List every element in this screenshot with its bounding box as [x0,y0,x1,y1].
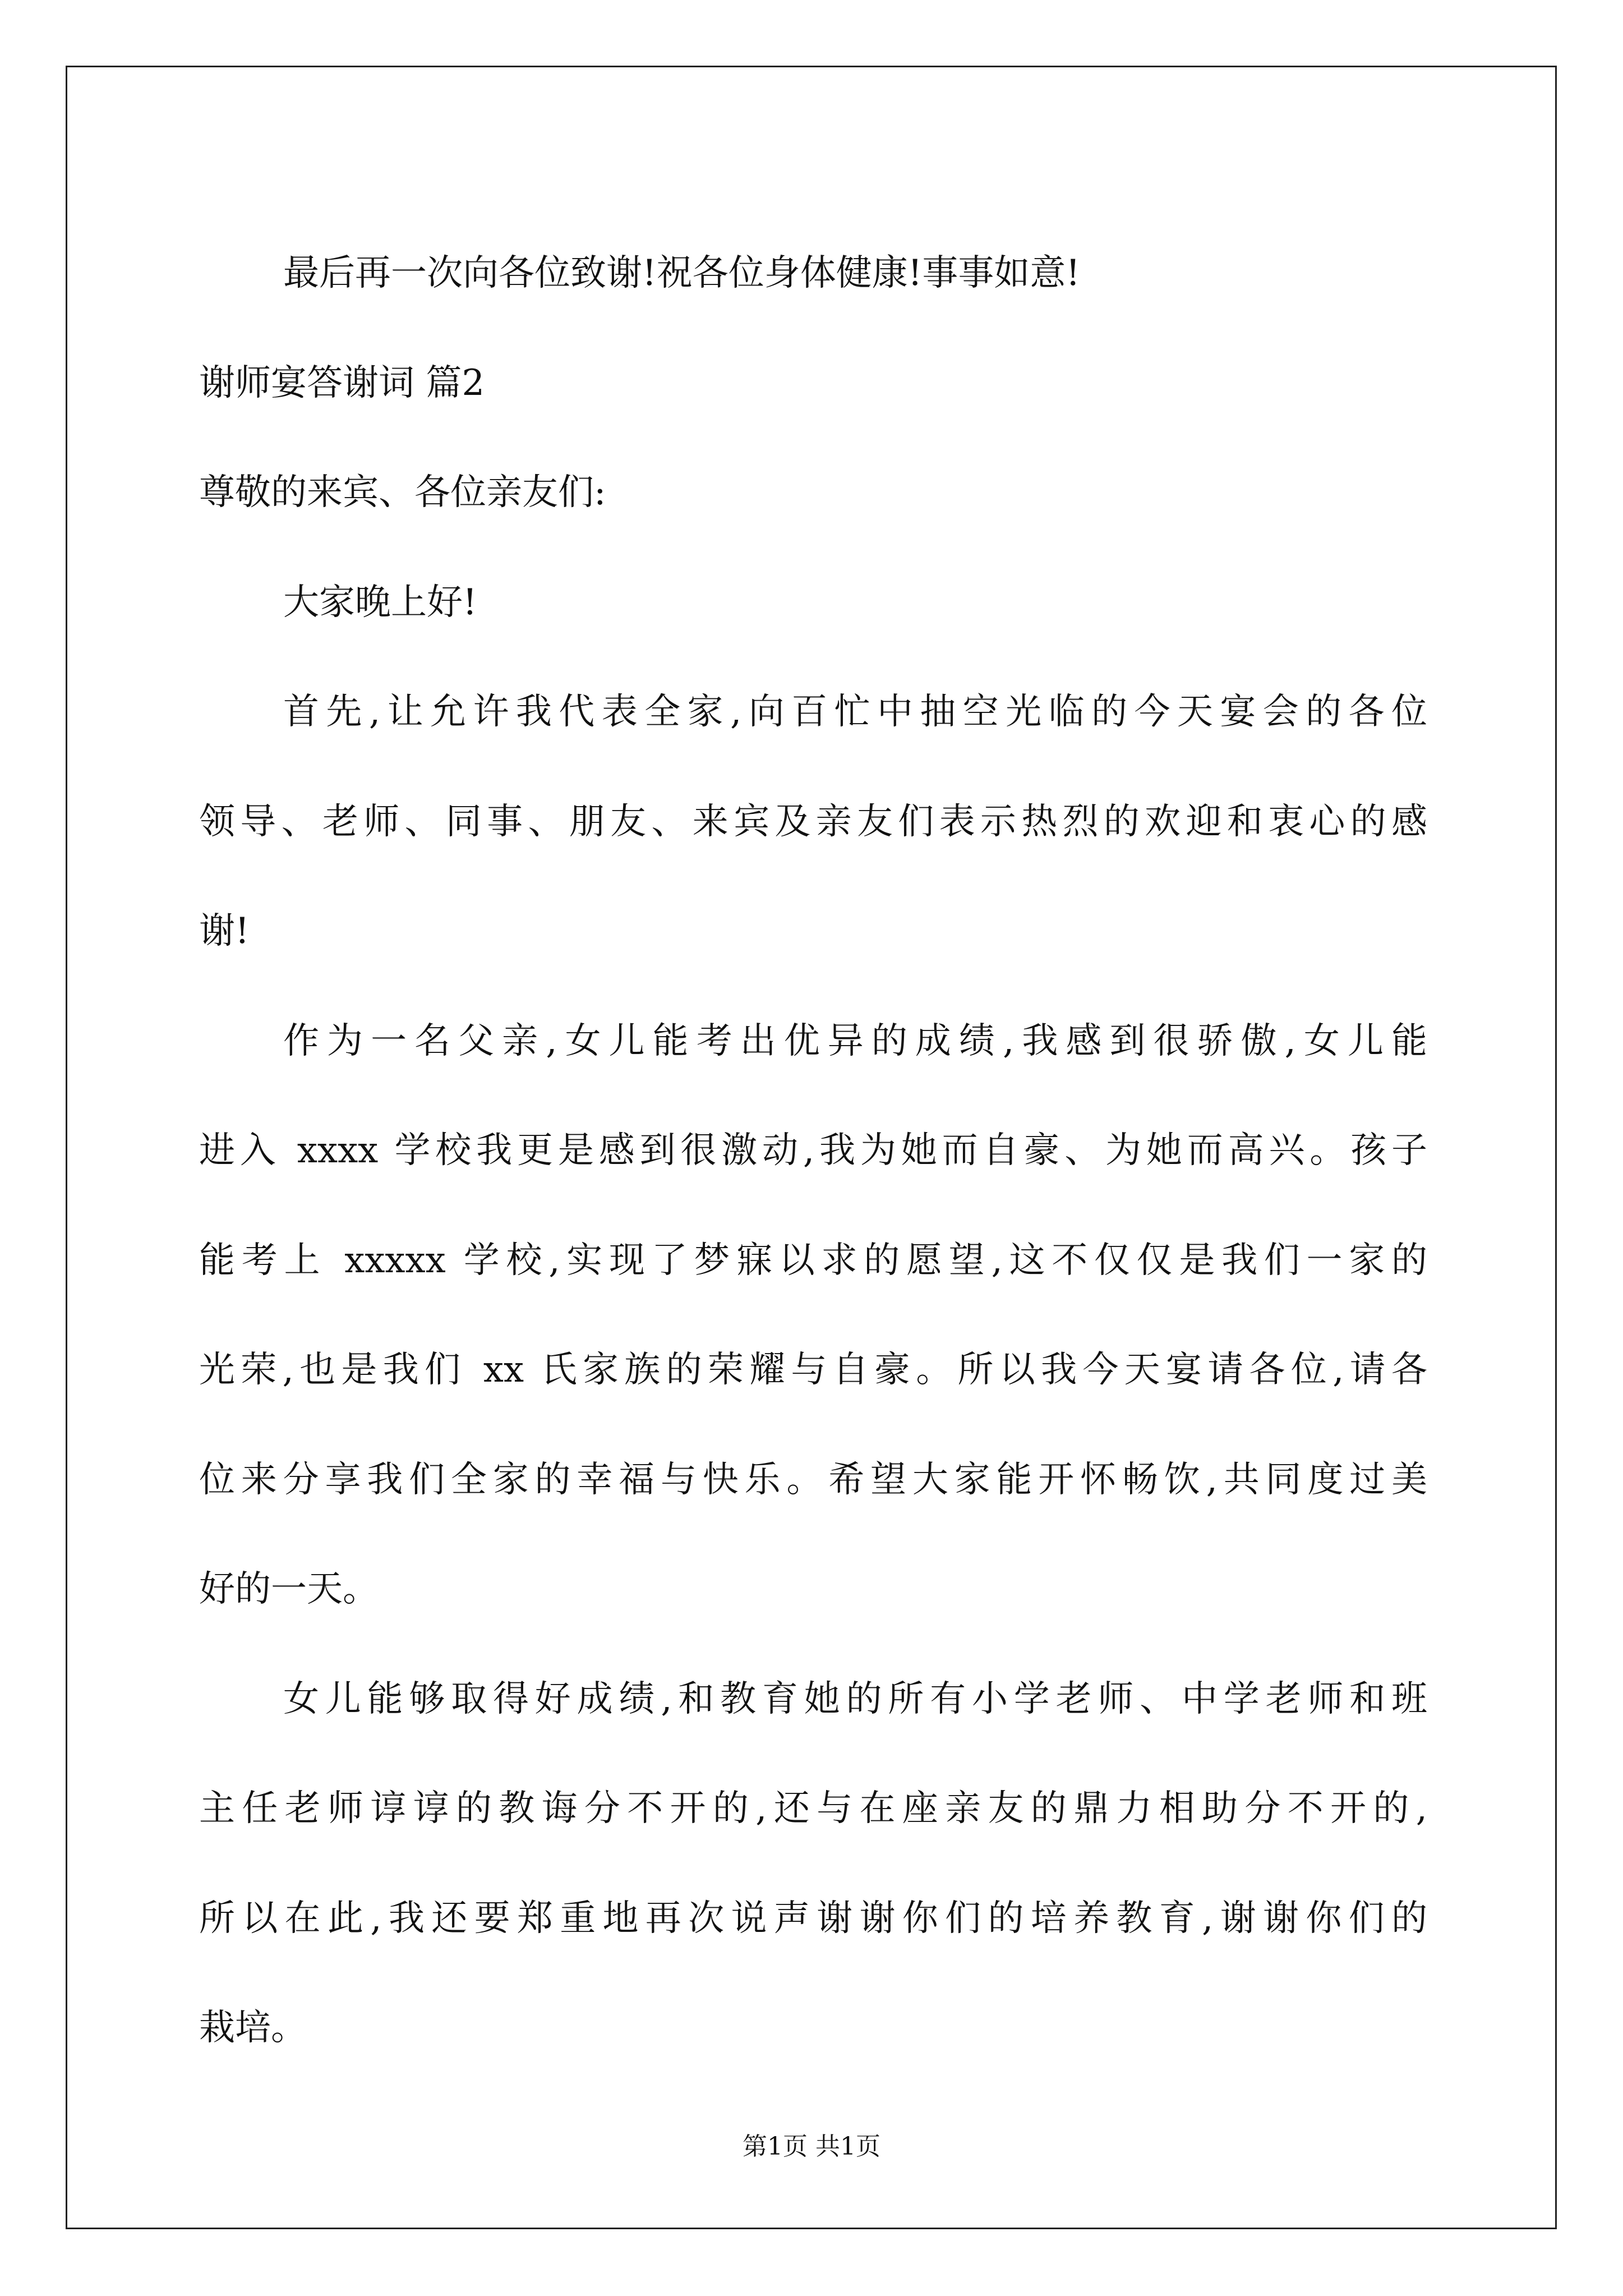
paragraph-line: 光荣,也是我们 xx 氏家族的荣耀与自豪。所以我今天宴请各位,请各 [199,1349,1427,1391]
paragraph-line: 女儿能够取得好成绩,和教育她的所有小学老师、中学老师和班 [283,1678,1427,1720]
document-body [199,219,1427,2083]
page-footer: 第1页 共1页 [743,2132,880,2161]
closing-line: 最后再一次向各位致谢!祝各位身体健康!事事如意! [283,252,1081,294]
paragraph-line: 好的一天。 [199,1568,379,1610]
paragraph-line: 主任老师谆谆的教诲分不开的,还与在座亲友的鼎力相助分不开的, [199,1788,1427,1829]
paragraph-teachers [199,1645,1427,2083]
paragraph-line: 首先,让允许我代表全家,向百忙中抽空光临的今天宴会的各位 [283,691,1427,733]
paragraph-welcome [199,657,1427,987]
section-title: 谢师宴答谢词 篇2 [199,362,485,404]
paragraph-line: 谢! [199,910,250,952]
greeting: 大家晚上好! [283,581,477,623]
paragraph-line: 位来分享我们全家的幸福与快乐。希望大家能开怀畅饮,共同度过美 [199,1458,1427,1501]
paragraph-line: 进入 xxxx 学校我更是感到很激动,我为她而自豪、为她而高兴。孩子 [199,1130,1427,1171]
paragraph-line: 所以在此,我还要郑重地再次说声谢谢你们的培养教育,谢谢你们的 [199,1897,1427,1939]
paragraph-father [199,987,1427,1645]
paragraph-line: 能考上 xxxxx 学校,实现了梦寐以求的愿望,这不仅仅是我们一家的 [199,1239,1427,1281]
paragraph-line: 领导、老师、同事、朋友、来宾及亲友们表示热烈的欢迎和衷心的感 [199,800,1427,843]
paragraph-line: 栽培。 [199,2007,307,2049]
salutation: 尊敬的来宾、各位亲友们: [199,472,606,513]
paragraph-line: 作为一名父亲,女儿能考出优异的成绩,我感到很骄傲,女儿能 [283,1020,1427,1062]
